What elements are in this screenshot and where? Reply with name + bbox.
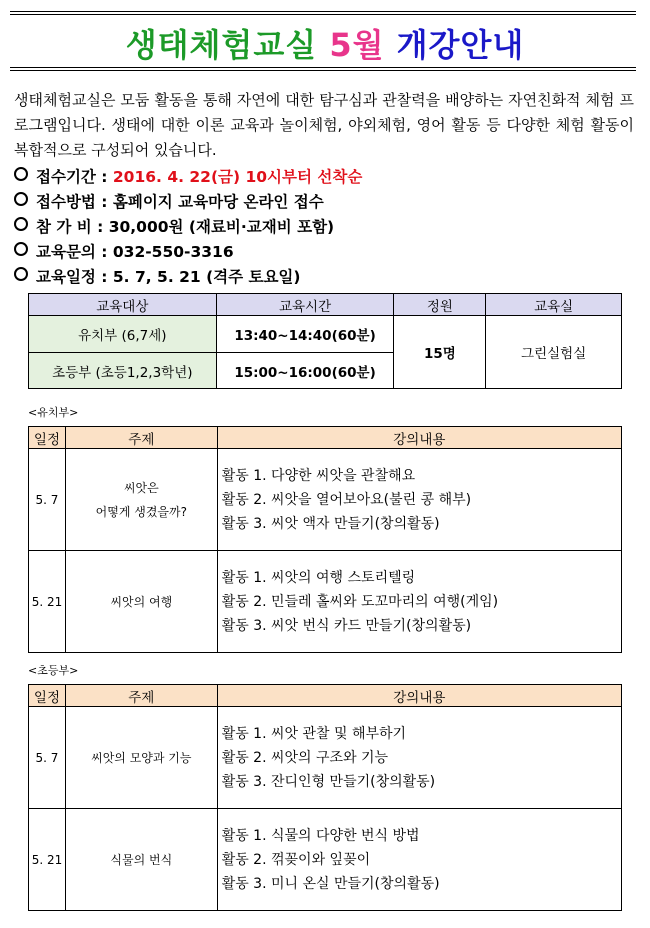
activity-line: 활동 1. 다양한 씨앗을 관찰해요 (221, 467, 416, 484)
capacity-cell: 15명 (394, 316, 486, 389)
header-cell: 주제 (65, 427, 217, 449)
header-cell: 일정 (29, 685, 66, 707)
header-cell: 교육대상 (29, 294, 217, 316)
activity-line: 활동 2. 꺾꽂이와 잎꽂이 (221, 851, 371, 868)
bullet-icon (14, 242, 28, 256)
activity-line: 활동 3. 씨앗 액자 만들기(창의활동) (221, 515, 440, 532)
header-cell: 주제 (65, 685, 217, 707)
info-value: 032-550-3316 (112, 243, 234, 261)
target-cell: 초등부 (초등1,2,3학년) (29, 353, 217, 389)
header-cell: 일정 (29, 427, 66, 449)
activity-line: 활동 1. 씨앗 관찰 및 해부하기 (221, 725, 407, 742)
time-cell: 15:00~16:00(60분) (216, 353, 394, 389)
room-cell: 그린실험실 (486, 316, 622, 389)
info-item-period (14, 165, 362, 187)
table-row (29, 809, 622, 911)
activity-line: 활동 3. 씨앗 번식 카드 만들기(창의활동) (221, 617, 472, 634)
activity-line: 활동 1. 씨앗의 여행 스토리텔링 (221, 569, 416, 586)
kindergarten-table (28, 426, 622, 653)
title-rule-1 (10, 67, 636, 68)
table-row (29, 551, 622, 653)
info-label: 접수기간 : (36, 168, 113, 186)
date-cell: 5. 21 (29, 809, 66, 911)
info-label: 참 가 비 : (36, 218, 109, 236)
activities-cell (217, 809, 621, 911)
summary-header-row (29, 294, 622, 316)
activity-line: 활동 1. 식물의 다양한 번식 방법 (221, 827, 420, 844)
intro-paragraph: 생태체험교실은 모둠 활동을 통해 자연에 대한 탐구심과 관찰력을 배양하는 자연친화적 체험 프로그램입니다. 생태에 대한 이론 교육과 놀이체험, 야외체험, 영어 활동 등 다양한 체험 활동이 복합적으로 구성되어 있습니다. (14, 91, 635, 159)
title-rule-2 (10, 70, 636, 71)
topic-cell (65, 449, 217, 551)
info-label: 접수방법 : (36, 193, 113, 211)
time-cell: 13:40~14:40(60분) (216, 316, 394, 353)
table-row (29, 449, 622, 551)
bullet-icon (14, 217, 28, 231)
top-rule-2 (10, 14, 636, 15)
section-label-elementary: <초등부> (28, 664, 79, 677)
table-header-row (29, 427, 622, 449)
header-cell: 교육실 (486, 294, 622, 316)
topic-line: 씨앗은 (123, 480, 159, 495)
activities-cell (217, 449, 621, 551)
info-item-contact (14, 240, 234, 262)
activity-line: 활동 2. 씨앗을 열어보아요(불린 콩 해부) (221, 491, 472, 508)
topic-cell: 식물의 번식 (65, 809, 217, 911)
table-header-row (29, 685, 622, 707)
bullet-icon (14, 192, 28, 206)
info-item-schedule (14, 265, 301, 287)
topic-cell: 씨앗의 모양과 기능 (65, 707, 217, 809)
elementary-table (28, 684, 622, 911)
table-row (29, 707, 622, 809)
header-cell: 교육시간 (216, 294, 394, 316)
title-part-1: 생태체험교실 (125, 26, 318, 64)
title-part-2: 5월 (329, 26, 385, 64)
activity-line: 활동 3. 잔디인형 만들기(창의활동) (221, 773, 436, 790)
title-part-3: 개강안내 (396, 26, 525, 64)
summary-table (28, 293, 622, 389)
header-cell: 강의내용 (217, 427, 621, 449)
bullet-icon (14, 267, 28, 281)
info-value: 홈페이지 교육마당 온라인 접수 (112, 193, 324, 211)
top-rule-1 (10, 11, 636, 12)
activities-cell (217, 707, 621, 809)
info-item-fee (14, 215, 334, 237)
page-title (0, 20, 650, 66)
activity-line: 활동 2. 민들레 홀씨와 도꼬마리의 여행(게임) (221, 593, 499, 610)
section-label-kindergarten: <유치부> (28, 406, 79, 419)
summary-row (29, 316, 622, 353)
info-label: 교육일정 : (36, 268, 113, 286)
activity-line: 활동 2. 씨앗의 구조와 기능 (221, 749, 389, 766)
info-value: 30,000원 (재료비·교재비 포함) (108, 218, 335, 236)
info-label: 교육문의 : (36, 243, 113, 261)
info-value: 5. 7, 5. 21 (격주 토요일) (112, 268, 301, 286)
activity-line: 활동 3. 미니 온실 만들기(창의활동) (221, 875, 440, 892)
target-cell: 유치부 (6,7세) (29, 316, 217, 353)
activities-cell (217, 551, 621, 653)
topic-cell: 씨앗의 여행 (65, 551, 217, 653)
bullet-icon (14, 167, 28, 181)
info-item-method (14, 190, 324, 212)
topic-line: 어떻게 생겼을까? (95, 504, 187, 519)
date-cell: 5. 21 (29, 551, 66, 653)
header-cell: 강의내용 (217, 685, 621, 707)
date-cell: 5. 7 (29, 707, 66, 809)
header-cell: 정원 (394, 294, 486, 316)
info-value: 2016. 4. 22(금) 10시부터 선착순 (112, 168, 363, 186)
date-cell: 5. 7 (29, 449, 66, 551)
